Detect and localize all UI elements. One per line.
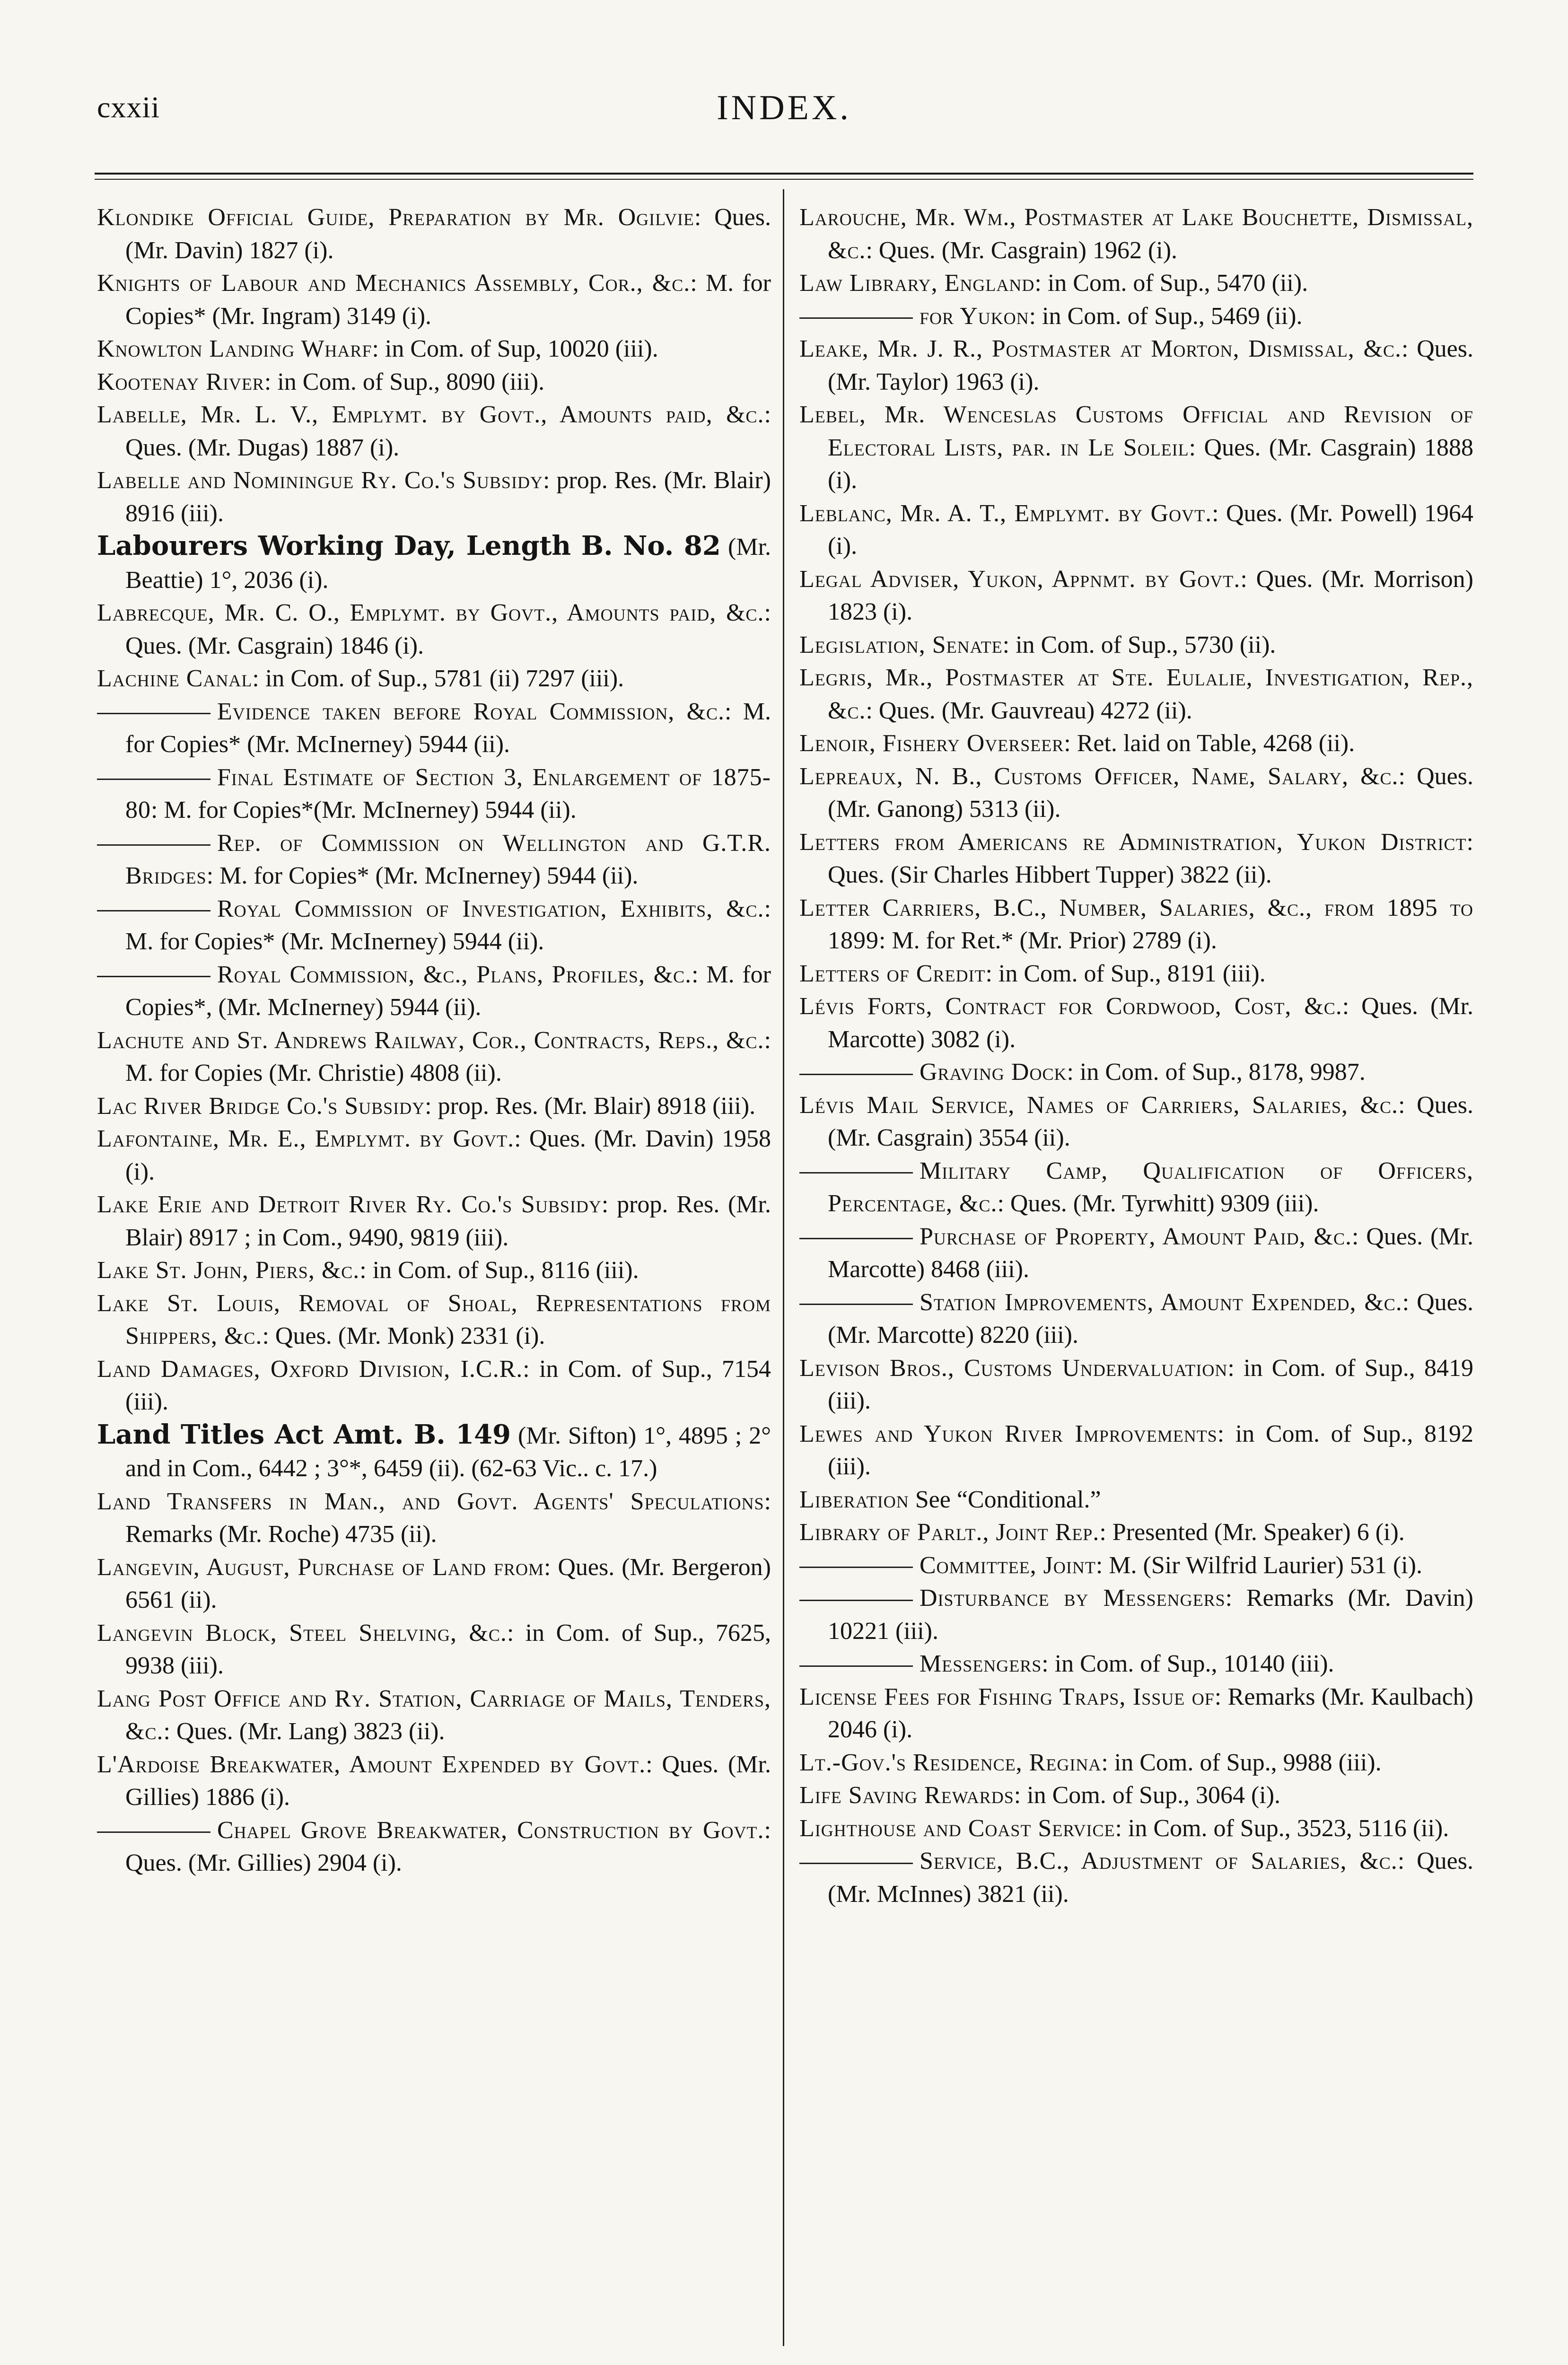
header-rule-thick <box>95 173 1473 175</box>
index-entry <box>799 267 1473 300</box>
entry-heading: Larouche, Mr. Wm., Postmaster at Lake Bouchette, Dismissal, &c. <box>799 204 1473 264</box>
index-entry <box>799 1089 1473 1155</box>
index-entry <box>97 1682 771 1748</box>
entry-reference: : in Com. of Sup., 8090 (iii). <box>264 368 545 395</box>
entry-reference: : Ques. (Mr. Monk) 2331 (i). <box>262 1323 545 1349</box>
index-entry <box>799 1352 1473 1418</box>
entry-reference: : Remarks (Mr. Davin) 10221 (iii). <box>828 1585 1473 1645</box>
ditto-dash <box>97 976 210 977</box>
entry-heading: Lebel, Mr. Wenceslas Customs Official and Revision of Electoral Lists, par. in Le Soleil <box>799 401 1473 461</box>
entry-heading: Lac River Bridge Co.'s Subsidy <box>97 1092 425 1120</box>
entry-reference: : prop. Res. (Mr. Blair) 8916 (iii). <box>125 467 771 527</box>
index-entry <box>799 1220 1473 1286</box>
entry-heading: Letter Carriers, B.C., Number, Salaries, &c., from 1895 to 1899 <box>799 894 1473 954</box>
index-entry <box>799 1647 1473 1681</box>
entry-reference: : Ques. (Mr. Bergeron) 6561 (ii). <box>125 1553 771 1613</box>
index-entry <box>799 1418 1473 1483</box>
entry-reference: : Ques. (Mr. Ganong) 5313 (ii). <box>828 762 1473 823</box>
entry-heading: Royal Commission, &c., Plans, Profiles, &c. <box>217 961 692 988</box>
entry-heading: Lighthouse and Coast Service <box>799 1814 1115 1842</box>
entry-heading: Lenoir, Fishery Overseer <box>799 730 1064 757</box>
entry-reference: : Ques. (Mr. McInnes) 3821 (ii). <box>828 1848 1473 1908</box>
index-entry <box>799 300 1473 333</box>
entry-reference: : in Com. of Sup., 8116 (iii). <box>359 1257 639 1284</box>
entry-reference: : in Com. of Sup., 5469 (ii). <box>1029 302 1303 330</box>
entry-reference: : Ques. (Mr. Gillies) 2904 (i). <box>125 1816 771 1876</box>
entry-reference: : Remarks (Mr. Roche) 4735 (ii). <box>125 1488 771 1548</box>
ditto-dash <box>799 1567 913 1568</box>
ditto-dash <box>799 1600 913 1601</box>
entry-reference: : M. for Copies (Mr. Christie) 4808 (ii). <box>125 1026 771 1086</box>
entry-reference: : M. for Copies*, (Mr. McInerney) 5944 (ii). <box>125 961 771 1021</box>
index-entry <box>799 1056 1473 1089</box>
entry-reference: : Ques. (Mr. Gillies) 1886 (i). <box>125 1751 771 1811</box>
entry-reference: : Ques. (Mr. Lang) 3823 (ii). <box>163 1718 445 1745</box>
entry-reference: : M. for Copies* (Mr. McInerney) 5944 (ii). <box>125 895 771 955</box>
entry-heading: Knights of Labour and Mechanics Assembly, Cor., &c. <box>97 270 691 297</box>
entry-reference: : Ques. (Mr. Casgrain) 3554 (ii). <box>828 1091 1474 1151</box>
entry-heading: Chapel Grove Breakwater, Construction by Govt. <box>217 1816 764 1844</box>
entry-heading: Lachute and St. Andrews Railway, Cor., Contracts, Reps., &c. <box>97 1026 764 1054</box>
index-entry <box>799 1155 1473 1220</box>
entry-heading: Land Transfers in Man., and Govt. Agents' Speculations <box>97 1488 764 1515</box>
index-entry <box>97 662 771 695</box>
ditto-dash <box>97 910 210 911</box>
entry-heading: Letters from Americans re Administration, Yukon District <box>799 828 1467 856</box>
entry-heading: Lt.-Gov.'s Residence, Regina <box>799 1749 1102 1776</box>
ditto-dash <box>97 844 210 846</box>
index-entry <box>97 1353 771 1419</box>
index-entry <box>97 398 771 464</box>
index-entry <box>799 1681 1473 1746</box>
entry-reference: : Ques. (Mr. Tyrwhitt) 9309 (iii). <box>997 1190 1319 1217</box>
entry-heading: Station Improvements, Amount Expended, &c. <box>920 1288 1402 1316</box>
index-entry <box>799 1286 1473 1352</box>
entry-reference: : M. for Copies* (Mr. McInerney) 5944 (ii). <box>206 862 639 889</box>
ditto-dash <box>97 779 210 780</box>
entry-reference: (Mr. Sifton) 1°, 4895 ; 2° and in Com., 6442 ; 3°*, 6459 (ii). (62-63 Vic.. c. 17.) <box>125 1422 771 1482</box>
entry-heading: Lang Post Office and Ry. Station, Carriage of Mails, Tenders, &c. <box>97 1685 771 1745</box>
index-entry <box>799 661 1473 727</box>
entry-heading: Lafontaine, Mr. E., Emplymt. by Govt. <box>97 1125 515 1152</box>
index-entry <box>799 826 1473 892</box>
page-number: cxxii <box>97 90 160 124</box>
entry-reference: : in Com. of Sup., 3523, 5116 (ii). <box>1115 1814 1449 1842</box>
entry-heading: Library of Parlt., Joint Rep. <box>799 1519 1100 1546</box>
entry-heading: Legal Adviser, Yukon, Appnmt. by Govt. <box>799 565 1241 593</box>
entry-reference: : Ques. (Mr. Marcotte) 8220 (iii). <box>828 1288 1473 1349</box>
entry-reference: : M. for Copies* (Mr. Ingram) 3149 (i). <box>125 270 771 330</box>
entry-reference: (Mr. Beattie) 1°, 2036 (i). <box>125 534 771 594</box>
entry-heading: Lévis Forts, Contract for Cordwood, Cost, &c. <box>799 993 1342 1020</box>
index-entry <box>799 1779 1473 1812</box>
index-entry <box>799 1812 1473 1845</box>
index-entry <box>97 333 771 366</box>
entry-reference: : in Com. of Sup., 7625, 9938 (iii). <box>125 1619 771 1679</box>
entry-reference: : in Com. of Sup., 8419 (iii). <box>828 1354 1473 1414</box>
ditto-dash <box>97 713 210 714</box>
entry-heading: L'Ardoise Breakwater, Amount Expended by Govt. <box>97 1751 646 1778</box>
entry-reference: : M. for Copies* (Mr. McInerney) 5944 (ii). <box>125 698 771 758</box>
entry-heading: Committee, Joint <box>920 1551 1096 1579</box>
entry-reference: : Ques. (Mr. Davin) 1958 (i). <box>125 1125 771 1185</box>
entry-reference: : in Com. of Sup., 8178, 9987. <box>1067 1059 1366 1086</box>
entry-heading: Labourers Working Day, Length B. No. 82 <box>97 530 721 561</box>
entry-heading: Rep. of Commission on Wellington and G.T.R. Bridges <box>125 829 771 889</box>
entry-heading: Lévis Mail Service, Names of Carriers, Salaries, &c. <box>799 1091 1399 1119</box>
entry-reference: : in Com. of Sup, 10020 (iii). <box>372 335 658 362</box>
index-entry <box>799 760 1473 826</box>
entry-heading: Klondike Official Guide, Preparation by Mr. Ogilvie <box>97 204 694 231</box>
entry-heading: Liberation <box>799 1486 909 1513</box>
entry-reference: : Presented (Mr. Speaker) 6 (i). <box>1099 1519 1405 1546</box>
ditto-dash <box>799 1665 913 1667</box>
index-entry <box>97 267 771 333</box>
ditto-dash <box>97 1831 210 1833</box>
entry-reference: : Ques. (Mr. Casgrain) 1846 (i). <box>125 599 771 659</box>
entry-heading: Purchase of Property, Amount Paid, &c. <box>920 1223 1352 1250</box>
ditto-dash <box>799 1863 913 1864</box>
entry-reference: : in Com. of Sup., 8192 (iii). <box>828 1420 1473 1480</box>
entry-heading: Royal Commission of Investigation, Exhibits, &c. <box>217 895 764 922</box>
index-entry <box>799 727 1473 760</box>
entry-reference: : Ques. (Mr. Taylor) 1963 (i). <box>828 335 1473 395</box>
index-entry <box>97 1419 771 1485</box>
entry-reference: : Ques. (Mr. Casgrain) 1962 (i). <box>866 236 1178 264</box>
index-entry <box>97 958 771 1024</box>
entry-heading: Lewes and Yukon River Improvements <box>799 1420 1218 1447</box>
entry-heading: Lake St. John, Piers, &c. <box>97 1257 360 1284</box>
index-entry <box>799 398 1473 497</box>
page-title: INDEX. <box>717 88 851 127</box>
entry-reference: : in Com. of Sup., 5730 (ii). <box>1002 631 1276 658</box>
index-entry <box>97 530 771 596</box>
entry-heading: Legris, Mr., Postmaster at Ste. Eulalie, Investigation, Rep., &c. <box>799 664 1473 724</box>
ditto-dash <box>799 1238 913 1239</box>
entry-reference: : Ques. (Mr. Davin) 1827 (i). <box>125 204 771 264</box>
index-entry <box>97 1287 771 1353</box>
entry-heading: Evidence taken before Royal Commission, &c. <box>217 698 725 725</box>
entry-reference: : in Com. of Sup., 9988 (iii). <box>1101 1749 1382 1776</box>
index-entry <box>97 1024 771 1090</box>
entry-heading: Graving Dock <box>920 1059 1067 1086</box>
entry-reference: : prop. Res. (Mr. Blair) 8917 ; in Com., 9490, 9819 (iii). <box>125 1191 771 1251</box>
index-entry <box>799 1845 1473 1910</box>
index-entry <box>97 1090 771 1123</box>
index-entry <box>799 892 1473 957</box>
entry-reference: : in Com. of Sup., 5470 (ii). <box>1034 270 1308 297</box>
ditto-dash <box>799 317 913 319</box>
index-entry <box>97 1814 771 1880</box>
entry-reference: : Ques. (Mr. Powell) 1964 (i). <box>828 499 1473 560</box>
index-entry <box>97 695 771 761</box>
entry-heading: Kootenay River <box>97 368 264 395</box>
index-entry <box>97 464 771 530</box>
entry-heading: for Yukon <box>920 302 1029 330</box>
index-entry <box>97 596 771 662</box>
entry-reference: : in Com. of Sup., 8191 (iii). <box>985 960 1266 987</box>
entry-reference: : M. for Ret.* (Mr. Prior) 2789 (i). <box>879 927 1217 954</box>
index-entry <box>799 563 1473 629</box>
entry-heading: Messengers <box>920 1650 1042 1677</box>
entry-reference: : Ques. (Mr. Morrison) 1823 (i). <box>828 565 1473 625</box>
entry-heading: License Fees for Fishing Traps, Issue of <box>799 1683 1215 1710</box>
column-divider <box>783 189 784 2346</box>
entry-heading: Knowlton Landing Wharf <box>97 335 372 362</box>
index-entry <box>97 366 771 399</box>
entry-heading: Letters of Credit <box>799 960 986 987</box>
entry-reference: : Remarks (Mr. Kaulbach) 2046 (i). <box>828 1683 1473 1743</box>
entry-heading: Labelle and Nominingue Ry. Co.'s Subsidy <box>97 467 543 494</box>
entry-heading: Leblanc, Mr. A. T., Emplymt. by Govt. <box>799 499 1212 527</box>
entry-heading: Military Camp, Qualification of Officers, Percentage, &c. <box>828 1157 1473 1217</box>
left-column <box>97 201 771 1880</box>
entry-heading: Land Damages, Oxford Division, I.C.R. <box>97 1355 523 1383</box>
entry-reference: See “Conditional.” <box>915 1486 1101 1513</box>
entry-heading: Service, B.C., Adjustment of Salaries, &c. <box>920 1848 1398 1874</box>
entry-reference: : prop. Res. (Mr. Blair) 8918 (iii). <box>425 1092 756 1120</box>
index-entry <box>799 497 1473 563</box>
entry-heading: Levison Bros., Customs Undervaluation <box>799 1354 1228 1382</box>
index-entry <box>97 761 771 827</box>
entry-heading: Final Estimate of Section 3, Enlargement of 1875-80 <box>125 763 771 823</box>
entry-reference: : Ques. (Mr. Gauvreau) 4272 (ii). <box>866 697 1192 724</box>
index-entry <box>97 893 771 958</box>
index-entry <box>799 333 1473 398</box>
index-entry <box>97 1748 771 1814</box>
entry-heading: Langevin Block, Steel Shelving, &c. <box>97 1619 507 1647</box>
index-entry <box>799 1746 1473 1779</box>
ditto-dash <box>799 1172 913 1174</box>
index-entry <box>97 1188 771 1254</box>
entry-reference: : in Com. of Sup., 3064 (i). <box>1014 1782 1281 1809</box>
index-entry <box>97 1551 771 1617</box>
index-entry <box>799 1582 1473 1647</box>
index-entry <box>799 1483 1473 1516</box>
index-entry <box>97 1485 771 1551</box>
entry-reference: : Ques. (Mr. Marcotte) 3082 (i). <box>828 993 1473 1053</box>
entry-reference: : M. for Copies*(Mr. McInerney) 5944 (ii). <box>151 797 577 823</box>
entry-reference: : in Com. of Sup., 7154 (iii). <box>125 1355 771 1415</box>
entry-heading: Lepreaux, N. B., Customs Officer, Name, Salary, &c. <box>799 762 1399 790</box>
ditto-dash <box>799 1074 913 1075</box>
entry-reference: : M. (Sir Wilfrid Laurier) 531 (i). <box>1095 1551 1422 1579</box>
entry-heading: Life Saving Rewards <box>799 1782 1014 1809</box>
entry-heading: Labrecque, Mr. C. O., Emplymt. by Govt., Amounts paid, &c. <box>97 599 764 626</box>
index-entry <box>97 201 771 267</box>
index-entry <box>799 1516 1473 1549</box>
index-entry <box>799 629 1473 662</box>
entry-heading: Lake Erie and Detroit River Ry. Co.'s Subsidy <box>97 1191 602 1218</box>
entry-reference: : Ret. laid on Table, 4268 (ii). <box>1064 730 1355 757</box>
index-entry <box>799 201 1473 267</box>
entry-heading: Lake St. Louis, Removal of Shoal, Representations from Shippers, &c. <box>97 1289 771 1349</box>
right-column <box>799 201 1473 1910</box>
index-entry <box>97 827 771 893</box>
entry-reference: : in Com. of Sup., 10140 (iii). <box>1042 1650 1334 1677</box>
index-entry <box>799 990 1473 1056</box>
header-rule-thin <box>95 179 1473 180</box>
index-entry <box>97 1254 771 1287</box>
index-entry <box>97 1617 771 1682</box>
entry-heading: Leake, Mr. J. R., Postmaster at Morton, Dismissal, &c. <box>799 335 1402 362</box>
index-entry <box>97 1122 771 1188</box>
index-entry <box>799 1549 1473 1582</box>
index-entry <box>799 957 1473 990</box>
entry-heading: Lachine Canal <box>97 665 253 692</box>
entry-reference: : Ques. (Mr. Dugas) 1887 (i). <box>125 401 771 461</box>
entry-heading: Law Library, England <box>799 270 1035 297</box>
entry-heading: Labelle, Mr. L. V., Emplymt. by Govt., Amounts paid, &c. <box>97 401 764 428</box>
entry-heading: Land Titles Act Amt. B. 149 <box>97 1419 511 1450</box>
entry-reference: : Ques. (Mr. Marcotte) 8468 (iii). <box>828 1223 1473 1283</box>
entry-heading: Langevin, August, Purchase of Land from <box>97 1553 544 1581</box>
ditto-dash <box>799 1304 913 1305</box>
entry-heading: Disturbance by Messengers <box>920 1585 1226 1612</box>
page-header <box>0 0 1568 142</box>
entry-reference: : Ques. (Sir Charles Hibbert Tupper) 3822 (ii). <box>828 828 1473 888</box>
entry-heading: Legislation, Senate <box>799 631 1003 658</box>
entry-reference: : Ques. (Mr. Casgrain) 1888 (i). <box>828 434 1473 494</box>
entry-reference: : in Com. of Sup., 5781 (ii) 7297 (iii). <box>252 665 624 692</box>
